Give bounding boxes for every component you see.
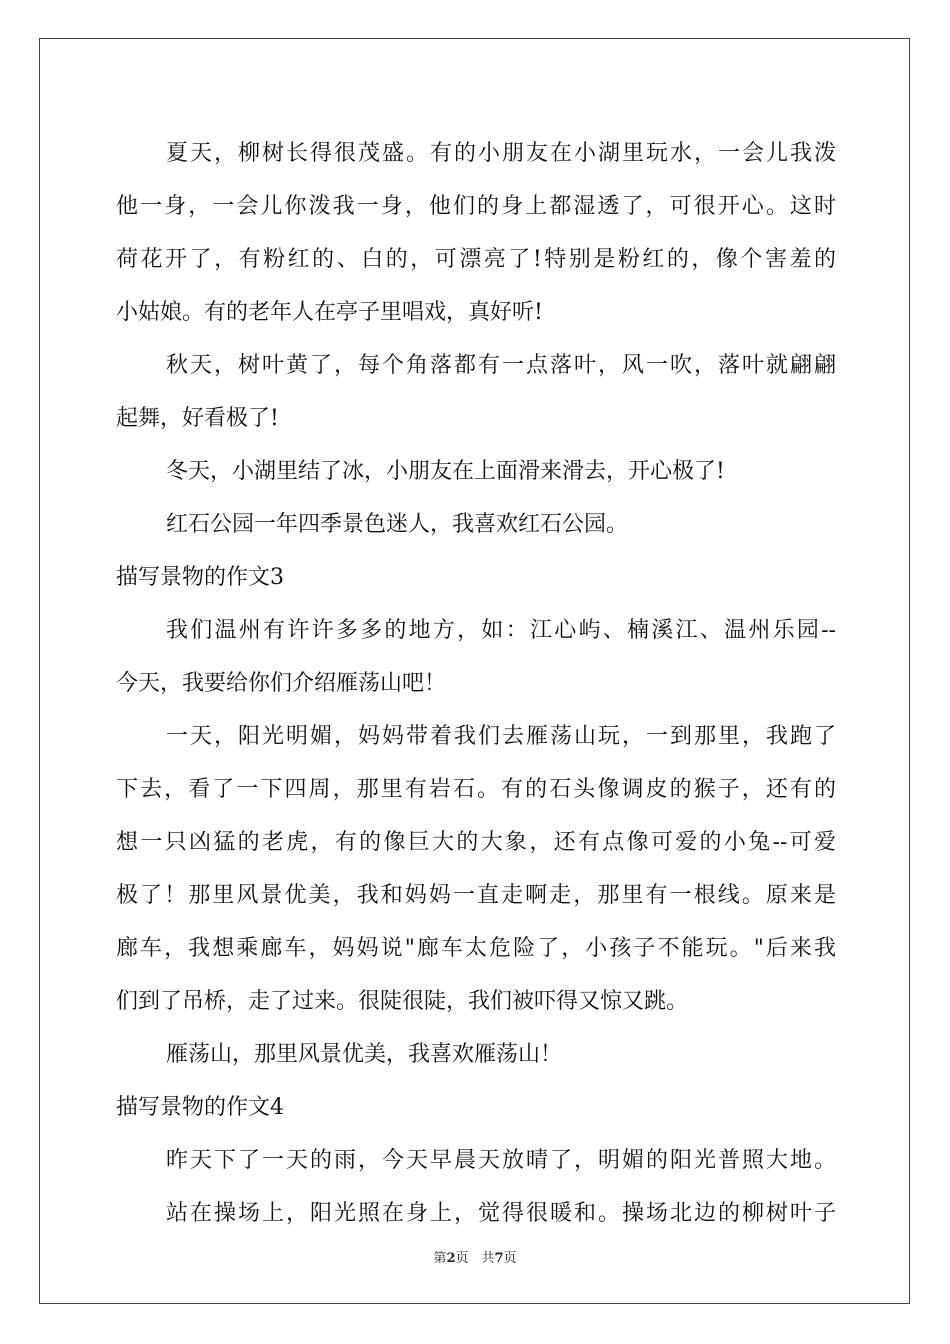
text-line: 夏天，柳树长得很茂盛。有的小朋友在小湖里玩水，一会儿我泼 xyxy=(166,141,836,166)
text-line: 起舞，好看极了! xyxy=(116,406,279,431)
text-line: 小姑娘。有的老年人在亭子里唱戏，真好听! xyxy=(116,300,543,325)
total-page-count: 7 xyxy=(494,1251,504,1266)
text-line: 下去，看了一下四周，那里有岩石。有的石头像调皮的猴子，还有的 xyxy=(116,777,836,802)
text-line: 秋天，树叶黄了，每个角落都有一点落叶，风一吹，落叶就翩翩 xyxy=(166,353,836,378)
page-footer xyxy=(0,1247,950,1266)
text-line: 冬天，小湖里结了冰，小朋友在上面滑来滑去，开心极了! xyxy=(166,459,725,484)
footer-suffix: 页 xyxy=(503,1251,517,1266)
text-line: 他一身，一会儿你泼我一身，他们的身上都湿透了，可很开心。这时 xyxy=(116,194,836,219)
text-line: 想一只凶猛的老虎，有的像巨大的大象，还有点像可爱的小兔--可爱 xyxy=(116,830,836,855)
section-heading: 描写景物的作文4 xyxy=(116,1095,284,1120)
text-line: 红石公园一年四季景色迷人，我喜欢红石公园。 xyxy=(166,512,629,537)
text-line: 们到了吊桥，走了过来。很陡很陡，我们被吓得又惊又跳。 xyxy=(116,989,689,1014)
text-line: 今天，我要给你们介绍雁荡山吧！ xyxy=(116,671,447,696)
current-page-number: 2 xyxy=(446,1251,456,1266)
text-line: 站在操场上，阳光照在身上，觉得很暖和。操场北边的柳树叶子 xyxy=(166,1201,836,1226)
text-line: 我们温州有许许多多的地方，如：江心屿、楠溪江、温州乐园-- xyxy=(166,618,836,643)
text-line: 廊车，我想乘廊车，妈妈说"廊车太危险了，小孩子不能玩。"后来我 xyxy=(116,936,836,961)
text-line: 雁荡山，那里风景优美，我喜欢雁荡山！ xyxy=(166,1042,563,1067)
document-body xyxy=(116,127,836,1240)
text-line: 极了！那里风景优美，我和妈妈一直走啊走，那里有一根线。原来是 xyxy=(116,883,836,908)
footer-prefix: 第 xyxy=(433,1251,447,1266)
text-line: 昨天下了一天的雨，今天早晨天放晴了，明媚的阳光普照大地。 xyxy=(166,1148,836,1173)
footer-mid: 页 共 xyxy=(455,1251,495,1266)
text-line: 一天，阳光明媚，妈妈带着我们去雁荡山玩，一到那里，我跑了 xyxy=(166,724,836,749)
section-heading: 描写景物的作文3 xyxy=(116,565,284,590)
text-line: 荷花开了，有粉红的、白的，可漂亮了!特别是粉红的，像个害羞的 xyxy=(116,247,836,272)
